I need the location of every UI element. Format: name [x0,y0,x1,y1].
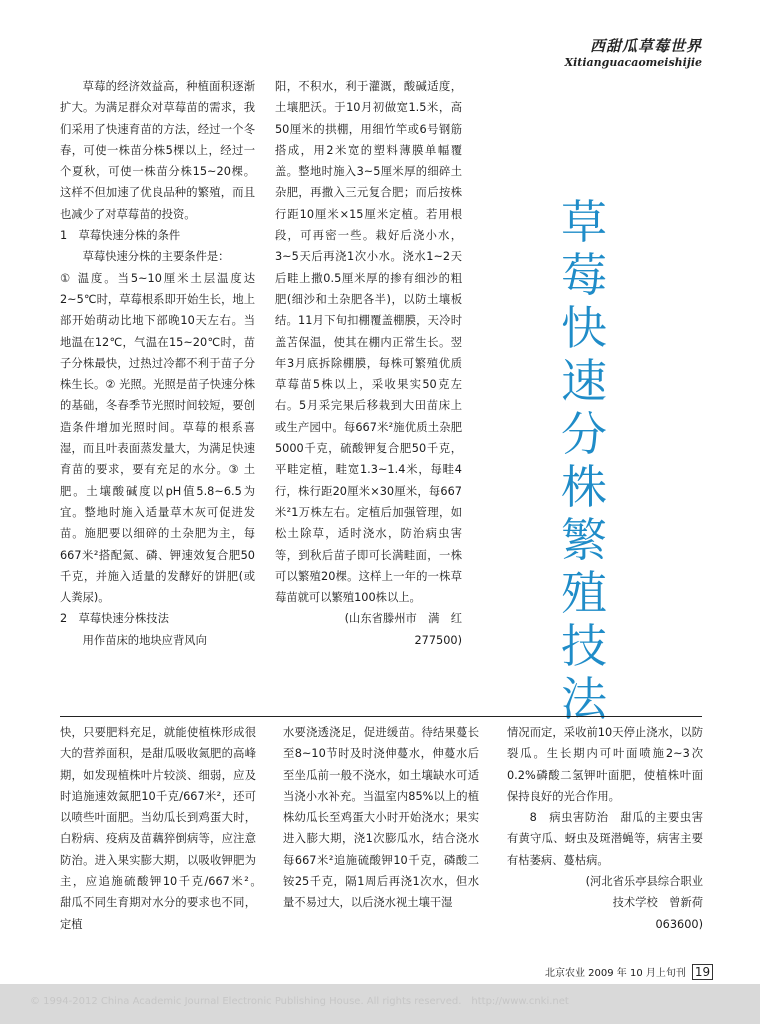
title-char: 莓 [561,248,607,302]
column-brand [565,38,702,69]
title-char: 速 [561,354,607,408]
page-number: 19 [692,964,713,980]
article-title [556,196,612,726]
paragraph: 情况而定，采收前10天停止浇水，以防裂瓜。生长期内可叶面喷施2~3次0.2%磷酸二氢钾叶面肥，使植株叶面保持良好的光合作用。 [507,726,703,803]
section-heading-1: 1 草莓快速分株的条件 [60,229,181,243]
paragraph: 水要浇透浇足，促进缓苗。待结果蔓长至8~10节时及时浇伸蔓水，伸蔓水后至坐瓜前一般不浇水，如土壤缺水可适当浇小水补充。当温室内85%以上的植株幼瓜长至鸡蛋大小时开始浇水；果实进入膨大期，浇1次膨瓜水，结合浇水每667米²追施硫酸钾10千克，磷酸二铵25千克，隔1周后再浇1次水，但水量不易过大，以后浇水视土壤干湿 [283,726,479,910]
article-column-1 [60,76,255,651]
page-footer [545,964,713,980]
brand-chinese: 西甜瓜草莓世界 [589,37,702,55]
title-char: 法 [561,672,607,726]
paragraph: 阳，不积水，利于灌溉，酸碱适度，土壤肥沃。于10月初做宽1.5米，高50厘米的拱棚，用细竹竿或6号钢筋搭成，用2米宽的塑料薄膜单幅覆盖。整地时施入3~5厘米厚的细碎土杂肥，再撒入三元复合肥；而后按株行距10厘米×15厘米定植。若用根段，可再密一些。栽好后浇小水，3~5天后再浇1次小水。浇水1~2天后畦上撒0.5厘米厚的掺有细沙的粗肥(细沙和土杂肥各半)，以防土壤板结。11月下旬扣棚覆盖棚膜，天冷时盖苫保温，使其在棚内正常生长。翌年3月底拆除棚膜，每株可繁殖优质草莓苗5株以上，采收果实50克左右。5月采完果后移栽到大田苗床上或生产园中。每667米²施优质土杂肥5000千克，硫酸钾复合肥50千克，平畦定植，畦宽1.3~1.4米，每畦4行，株行距20厘米×30厘米，每667米²1万株左右。定植后加强管理，如松土除草，适时浇水，防治病虫害等，到秋后苗子即可长满畦面，一株可以繁殖20棵。这样上一年的一株草莓苗就可以繁殖100株以上。 [275,80,462,605]
section-heading-2: 2 草莓快速分株技法 [60,612,169,626]
paragraph: ① 温度。当5~10厘米土层温度达2~5℃时，草莓根系即开始生长，地上部开始萌动比地下部晚10天左右。当地温在12℃，气温在15~20℃时，苗子分株最快，过热过冷都不利于苗子分株生长。② 光照。光照是苗子快速分株的基础，冬春季节光照时间较短，要创造条件增加光照时间。草莓的根系喜湿，而且叶表面蒸发量大，为满足快速育苗的要求，要有充足的水分。③ 土肥。土壤酸碱度以pH值5.8~6.5为宜。整地时施入适量草木灰可促进发苗。施肥要以细碎的土杂肥为主，每667米²搭配氮、磷、钾速效复合肥50千克，并施入适量的发酵好的饼肥(或人粪尿)。 [60,271,255,605]
journal-issue: 北京农业 2009 年 10 月上旬刊 [545,968,686,979]
paragraph: 快，只要肥料充足，就能使植株形成很大的营养面积，是甜瓜吸收氮肥的高峰期，如发现植株叶片较淡、细弱，应及时追施速效氮肥10千克/667米²，还可以喷些叶面肥。当幼瓜长到鸡蛋大时，白粉病、疫病及苗藕猝倒病等，应注意防治。进入果实膨大期，以吸收钾肥为主，应追施硫酸钾10千克/667米²。 甜瓜不同生育期对水分的要求也不同，定植 [60,726,268,931]
author-signature: (山东省滕州市 满 红 [344,612,462,626]
title-char: 繁 [561,513,607,567]
paragraph: 草莓的经济效益高，种植面积逐渐扩大。为满足群众对草莓苗的需求，我们采用了快速育苗的方法，经过一个冬春，可使一株苗分株5棵以上，经过一个夏秋，可使一株苗分株15~20棵。这样不但加速了优良品种的繁殖，而且也减少了对草莓苗的投资。 [60,80,255,221]
title-char: 草 [561,195,607,249]
author-name: 技术学校 曾新荷 [612,896,703,910]
title-char: 技 [561,619,607,673]
paragraph: 草莓快速分株的主要条件是： [82,250,230,264]
article-column-5 [507,722,703,935]
title-char: 殖 [561,566,607,620]
article-column-3 [60,722,268,935]
paragraph: 8 病虫害防治 甜瓜的主要虫害有黄守瓜、蚜虫及斑潜蝇等，病害主要有枯萎病、蔓枯病。 [507,811,703,867]
title-char: 株 [561,460,607,514]
author-postcode: 277500) [414,633,462,647]
title-char: 快 [561,301,607,355]
author-postcode: 063600) [655,917,703,931]
brand-pinyin: Xitianguacaomeishijie [564,55,702,69]
copyright-notice: © 1994-2012 China Academic Journal Electronic Publishing House. All rights reserved. http://www.cnki.net [30,996,569,1007]
article-column-2 [275,76,462,651]
article-column-4 [283,722,479,914]
section-divider [60,716,702,717]
paragraph: 用作苗床的地块应背风向 [82,633,207,647]
title-char: 分 [561,407,607,461]
author-signature: (河北省乐亭县综合职业 [585,875,703,889]
